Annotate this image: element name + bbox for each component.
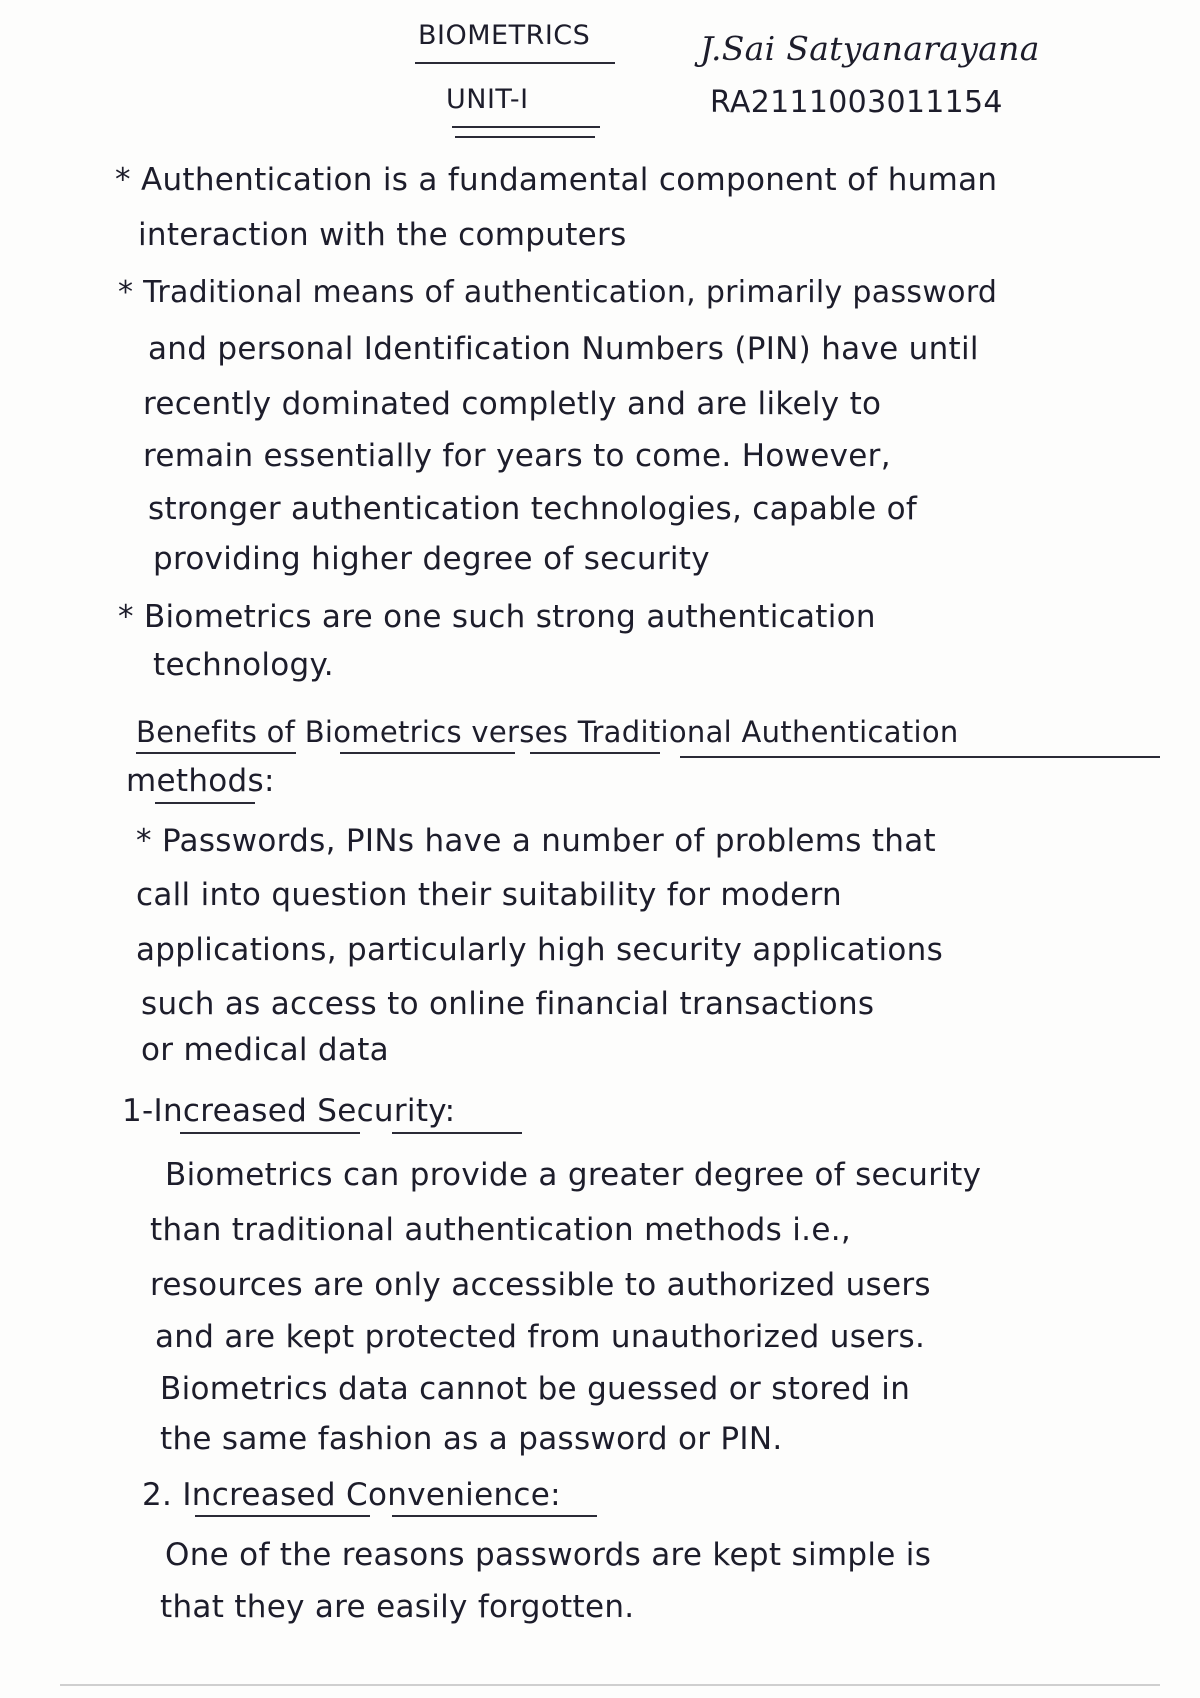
- benefits-line: or medical data: [141, 1032, 389, 1068]
- intro-line: * Authentication is a fundamental component of human: [115, 162, 998, 198]
- benefits-heading: Benefits of Biometrics verses Traditional Authentication: [136, 715, 959, 749]
- benefits-line: applications, particularly high security applications: [136, 932, 944, 968]
- unit-title: UNIT-I: [446, 84, 529, 115]
- intro-line: interaction with the computers: [138, 217, 627, 253]
- intro-line: and personal Identification Numbers (PIN) have until: [148, 331, 979, 367]
- benefits-line: call into question their suitability for modern: [136, 877, 842, 913]
- author-name: J.Sai Satyanarayana: [700, 29, 1040, 68]
- unit-underline: [452, 126, 600, 128]
- subject-underline: [415, 62, 615, 64]
- benefits-underline: [340, 752, 515, 754]
- benefits-underline: [136, 752, 296, 754]
- benefits-underline: [530, 752, 660, 754]
- intro-line: * Biometrics are one such strong authentication: [118, 599, 876, 635]
- convenience-line: that they are easily forgotten.: [160, 1589, 635, 1625]
- security-line: the same fashion as a password or PIN.: [160, 1421, 783, 1457]
- benefits-underline: [680, 756, 1160, 758]
- intro-line: remain essentially for years to come. However,: [143, 438, 891, 474]
- security-heading: 1-Increased Security:: [122, 1093, 456, 1129]
- security-line: and are kept protected from unauthorized users.: [155, 1319, 926, 1355]
- convenience-heading: 2. Increased Convenience:: [142, 1477, 561, 1513]
- intro-line: providing higher degree of security: [153, 541, 710, 577]
- intro-line: recently dominated completly and are likely to: [143, 386, 882, 422]
- convenience-underline: [392, 1515, 597, 1517]
- security-line: Biometrics can provide a greater degree of security: [165, 1157, 982, 1193]
- security-line: Biometrics data cannot be guessed or stored in: [160, 1371, 911, 1407]
- convenience-line: One of the reasons passwords are kept simple is: [165, 1537, 932, 1573]
- intro-line: stronger authentication technologies, capable of: [148, 491, 918, 527]
- benefits-underline: [155, 802, 255, 804]
- convenience-underline: [195, 1515, 370, 1517]
- benefits-line: * Passwords, PINs have a number of problems that: [136, 823, 937, 859]
- author-id: RA2111003011154: [710, 85, 1003, 120]
- page-bottom-edge: [60, 1684, 1160, 1686]
- benefits-line: such as access to online financial transactions: [141, 986, 875, 1022]
- intro-line: technology.: [153, 647, 334, 683]
- intro-line: * Traditional means of authentication, primarily password: [118, 275, 998, 310]
- benefits-heading: methods:: [126, 763, 275, 799]
- unit-underline-2: [455, 136, 595, 138]
- security-underline: [392, 1132, 522, 1134]
- security-underline: [180, 1132, 360, 1134]
- subject-title: BIOMETRICS: [418, 20, 591, 51]
- security-line: resources are only accessible to authorized users: [150, 1267, 931, 1303]
- security-line: than traditional authentication methods i.e.,: [150, 1212, 852, 1248]
